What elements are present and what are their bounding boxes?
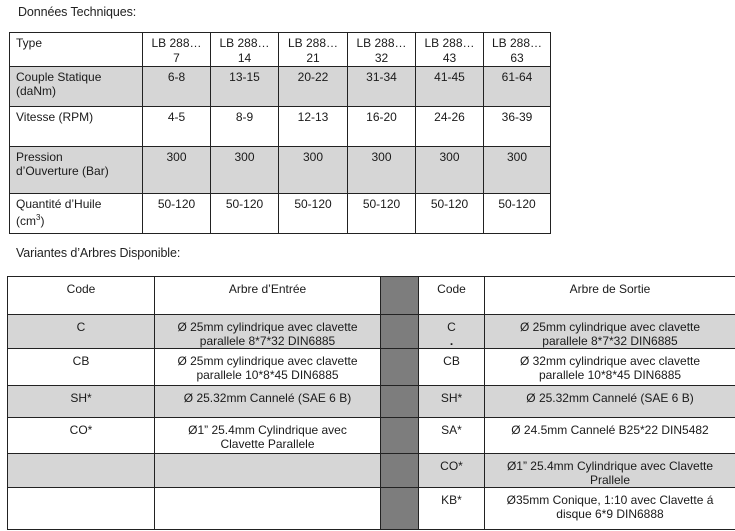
row-label: Couple Statique (daNm) [10,67,143,107]
code-out-cell: C . [419,315,485,349]
column-separator [381,277,419,315]
model-size: 32 [374,51,389,65]
table-cell: 8-9 [211,107,279,147]
output-shaft-cell: Ø 24.5mm Cannelé B25*22 DIN5482 [485,418,735,454]
table-cell: 50-120 [143,194,211,234]
table-cell: 300 [416,147,484,194]
input-shaft-cell [155,488,381,530]
table-cell: 31-34 [348,67,416,107]
variants-header-row [8,277,735,315]
model-header [348,33,416,67]
model-prefix: LB 288… [287,36,339,50]
model-header [143,33,211,67]
column-separator [381,349,419,386]
code-in-header: Code [8,277,155,315]
column-separator [381,315,419,349]
opening-pressure-row [10,147,551,194]
static-torque-row [10,67,551,107]
input-shaft-cell: Ø 25.32mm Cannelé (SAE 6 B) [155,386,381,418]
type-header: Type [10,33,143,67]
column-separator [381,488,419,530]
code-out-cell: CB [419,349,485,386]
model-header [279,33,348,67]
table-cell: 13-15 [211,67,279,107]
input-shaft-cell: Ø1” 25.4mm Cylindrique avec Clavette Parallele [155,418,381,454]
table-cell: 300 [211,147,279,194]
model-prefix: LB 288… [219,36,270,50]
oil-quantity-row [10,194,551,234]
table-cell: 300 [143,147,211,194]
code-in-cell: CB [8,349,155,386]
code-out-cell: KB* [419,488,485,530]
table-cell: 300 [279,147,348,194]
code-in-cell [8,488,155,530]
output-shaft-cell: Ø1” 25.4mm Cylindrique avec Clavette Prallele [485,454,735,488]
table-cell: 50-120 [279,194,348,234]
model-prefix: LB 288… [151,36,202,50]
table-cell: 50-120 [484,194,551,234]
code-out-cell: SA* [419,418,485,454]
output-shaft-cell: Ø35mm Conique, 1:10 avec Clavette á disque 6*9 DIN6888 [485,488,735,530]
variant-row [8,386,735,418]
column-separator [381,386,419,418]
table-cell: 4-5 [143,107,211,147]
tech-data-table [9,32,551,234]
table-cell: 50-120 [416,194,484,234]
table-cell: 36-39 [484,107,551,147]
row-label: Pression d’Ouverture (Bar) [10,147,143,194]
table-cell: 41-45 [416,67,484,107]
model-size: 14 [237,51,252,65]
table-cell: 50-120 [211,194,279,234]
row-label: Vitesse (RPM) [10,107,143,147]
column-separator [381,418,419,454]
variant-row [8,349,735,386]
table-cell: 50-120 [348,194,416,234]
table-cell: 24-26 [416,107,484,147]
model-size: 43 [442,51,457,65]
table-cell: 20-22 [279,67,348,107]
code-in-cell: SH* [8,386,155,418]
code-in-cell: C [8,315,155,349]
variant-row [8,454,735,488]
table-cell: 16-20 [348,107,416,147]
tech-data-heading: Données Techniques: [18,5,137,19]
output-shaft-header: Arbre de Sortie [485,277,735,315]
code-out-cell: SH* [419,386,485,418]
model-prefix: LB 288… [356,36,407,50]
input-shaft-header: Arbre d’Entrée [155,277,381,315]
input-shaft-cell [155,454,381,488]
model-prefix: LB 288… [424,36,475,50]
row-label: Quantité d’Huile $(cm^3)$ [10,194,143,234]
input-shaft-cell: Ø 25mm cylindrique avec clavette parallele 10*8*45 DIN6885 [155,349,381,386]
code-in-cell [8,454,155,488]
shaft-variants-table [7,276,735,530]
column-separator [381,454,419,488]
code-out-cell: CO* [419,454,485,488]
table-cell: 61-64 [484,67,551,107]
output-shaft-cell: Ø 25.32mm Cannelé (SAE 6 B) [485,386,735,418]
table-cell: 6-8 [143,67,211,107]
speed-row [10,107,551,147]
variant-row [8,488,735,530]
tech-header-row [10,33,551,67]
model-header [211,33,279,67]
model-prefix: LB 288… [491,36,543,50]
model-size: 21 [306,51,320,65]
model-header [484,33,551,67]
model-size: 63 [510,51,524,65]
shaft-variants-heading: Variantes d’Arbres Disponible: [16,246,181,260]
table-cell: 300 [348,147,416,194]
input-shaft-cell: Ø 25mm cylindrique avec clavette parallele 8*7*32 DIN6885 [155,315,381,349]
output-shaft-cell: Ø 32mm cylindrique avec clavette parallele 10*8*45 DIN6885 [485,349,735,386]
code-out-header: Code [419,277,485,315]
table-cell: 300 [484,147,551,194]
code-in-cell: CO* [8,418,155,454]
variant-row [8,418,735,454]
model-header [416,33,484,67]
variant-row [8,315,735,349]
table-cell: 12-13 [279,107,348,147]
model-size: 7 [173,51,180,65]
output-shaft-cell: Ø 25mm cylindrique avec clavette parallele 8*7*32 DIN6885 [485,315,735,349]
